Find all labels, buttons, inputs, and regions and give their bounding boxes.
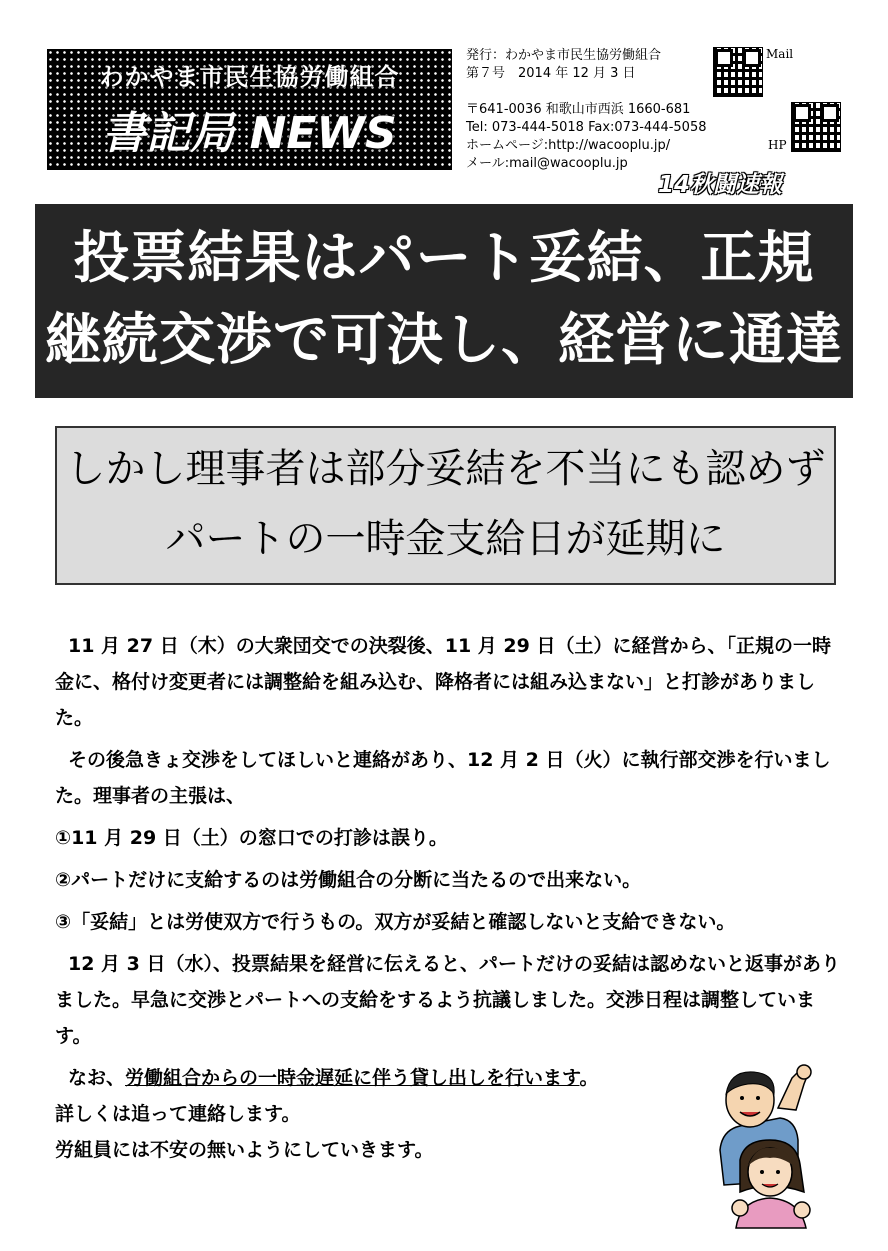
email-link[interactable]: メール:mail@wacooplu.jp [466, 156, 628, 171]
homepage-qr-code [791, 102, 841, 152]
homepage-qr-label: HP [768, 138, 787, 152]
issue-date: 第７号 2014 年 12 月 3 日 [466, 66, 636, 81]
sub-headline [55, 426, 836, 585]
postal-address: 〒641-0036 和歌山市西浜 1660-681 [466, 102, 691, 117]
paragraph-6: 労組員には不安の無いようにしていきます。 [55, 1139, 434, 1161]
mail-qr-label: Mail [766, 47, 794, 61]
paragraph-2: その後急きょ交渉をしてほしいと連絡があり、12 月 2 日（火）に執行部交渉を行いました。理事者の主張は、 [55, 749, 831, 807]
cheering-people-illustration [700, 1060, 830, 1230]
paragraph-1: 11 月 27 日（木）の大衆団交での決裂後、11 月 29 日（土）に経営から、「正規の一時金に、格付け変更者には調整給を組み込む、降格者には組み込まない」と打診がありました。 [55, 635, 831, 729]
claim-item-1: ①11 月 29 日（土）の窓口での打診は誤り。 [55, 827, 448, 849]
publisher: 発行：わかやま市民生協労働組合 [466, 48, 662, 63]
union-name: わかやま市民生協労働組合 [99, 63, 400, 91]
loan-notice: 労働組合からの一時金遅延に伴う貸し出しを行います [125, 1067, 580, 1089]
paragraph-3: 12 月 3 日（水）、投票結果を経営に伝えると、パートだけの妥結は認めないと返事がありました。早急に交渉とパートへの支給をするよう抗議しました。交渉日程は調整しています。 [55, 953, 841, 1047]
homepage-link[interactable]: ホームページ:http://wacooplu.jp/ [466, 138, 671, 153]
subheadline-line-1: しかし理事者は部分妥結を不当にも認めず [65, 446, 826, 492]
headline-line-1: 投票結果はパート妥結、正規 [73, 226, 815, 291]
paragraph-5: 詳しくは追って連絡します。 [55, 1103, 301, 1125]
subheadline-line-2: パートの一時金支給日が延期に [165, 516, 726, 562]
masthead [47, 49, 452, 170]
main-headline [35, 204, 853, 398]
paragraph-4-prefix: なお、 [68, 1067, 126, 1089]
headline-line-2: 継続交渉で可決し、経営に通達 [45, 308, 843, 373]
issue-info [466, 47, 707, 173]
paragraph-4-suffix: 。 [579, 1067, 599, 1089]
claim-item-2: ②パートだけに支給するのは労働組合の分断に当たるので出来ない。 [55, 869, 642, 891]
claim-item-3: ③「妥結」とは労使双方で行うもの。双方が妥結と確認しないと支給できない。 [55, 911, 736, 933]
flash-report-label: 14秋闘速報 [658, 172, 783, 198]
phone-fax: Tel: 073-444-5018 Fax:073-444-5058 [466, 120, 707, 135]
newsletter-title: 書記局 NEWS [102, 108, 397, 159]
mail-qr-code [713, 47, 763, 97]
